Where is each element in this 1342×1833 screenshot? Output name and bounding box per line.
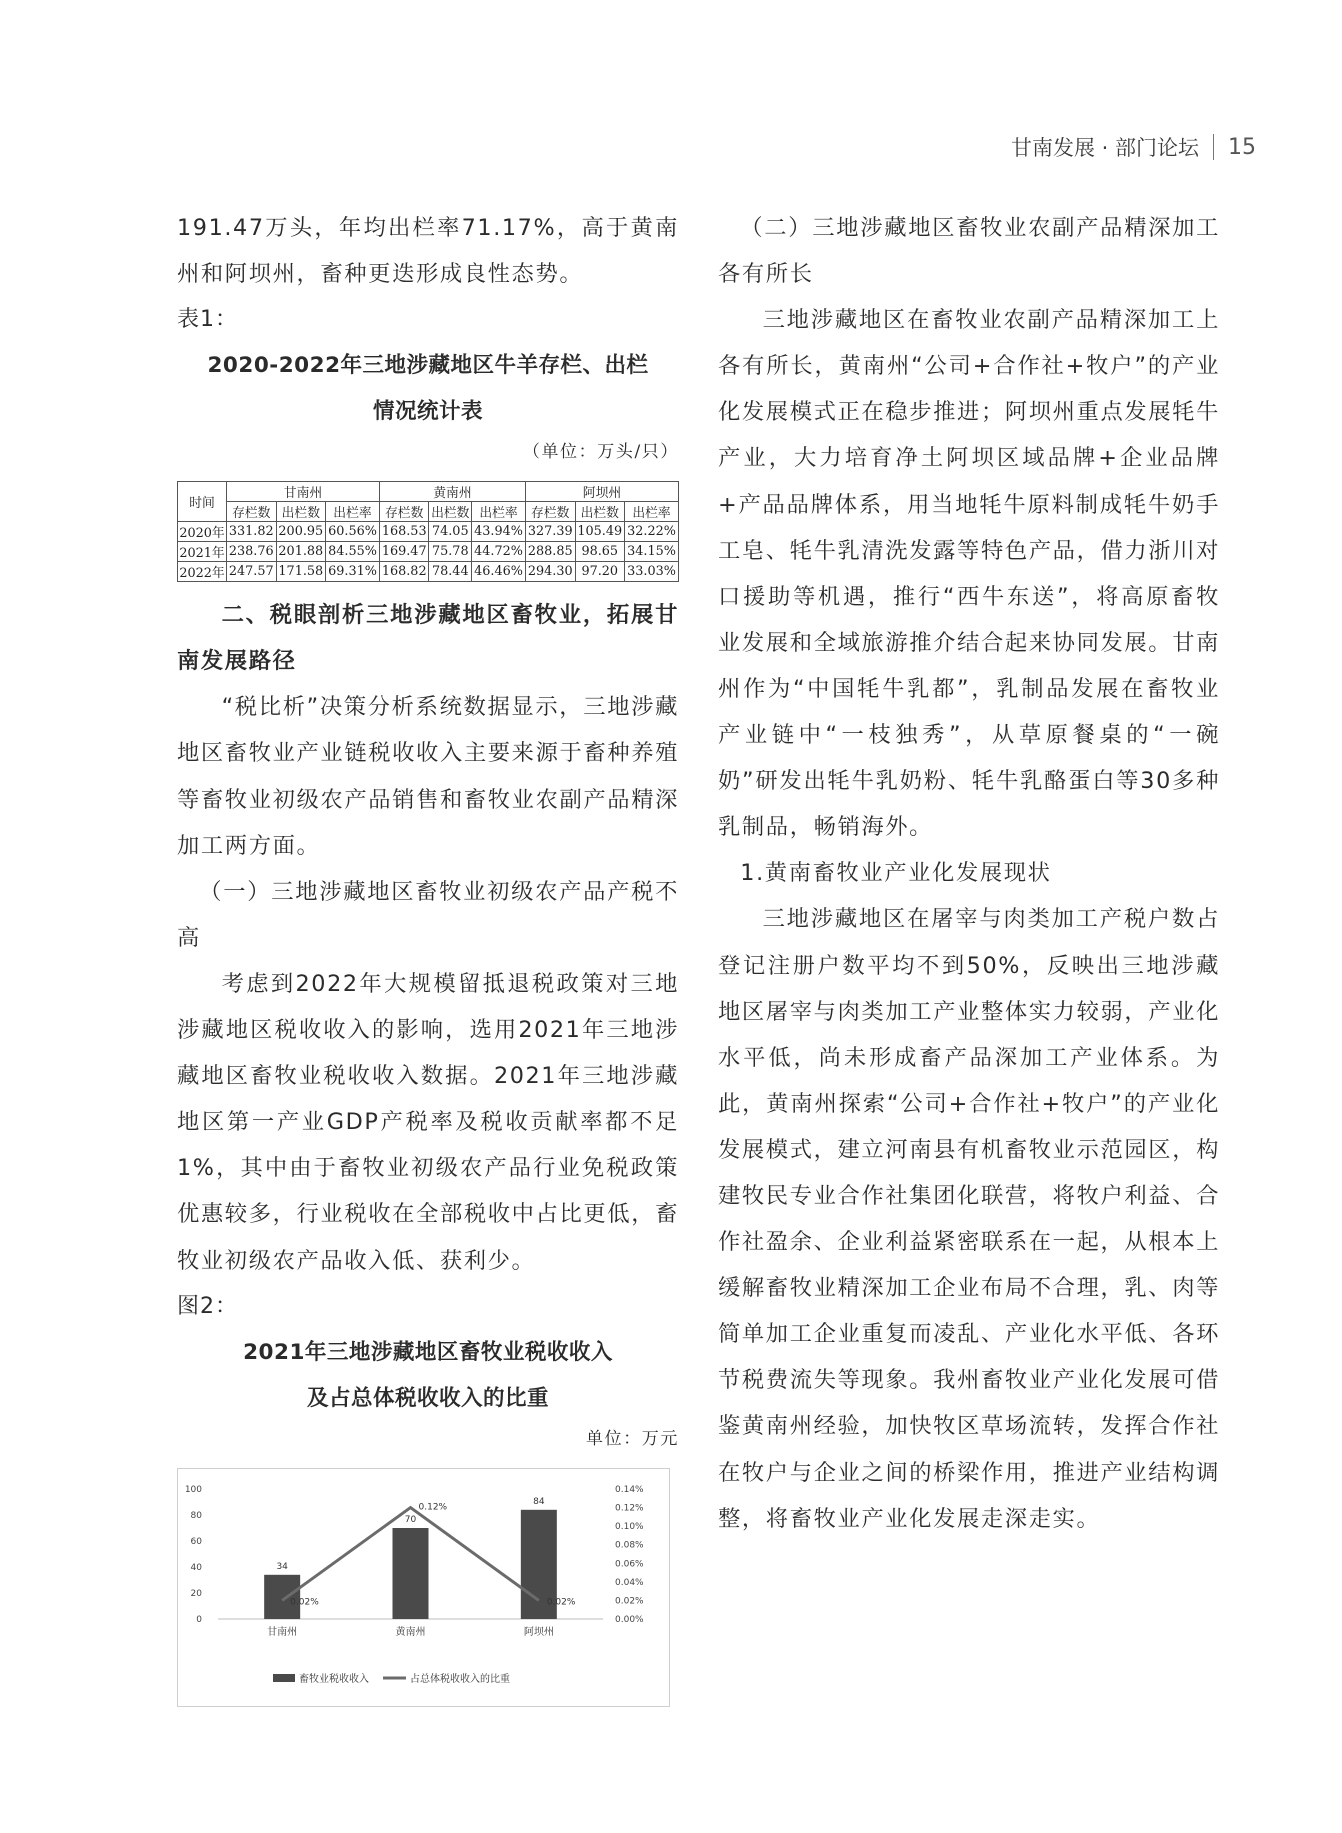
right-axis-tick-label: 0.04%: [615, 1577, 644, 1588]
left-axis-tick-label: 20: [190, 1588, 202, 1599]
figure-title-line-2: 及占总体税收收入的比重: [306, 1385, 549, 1411]
table-cell: 327.39: [525, 522, 575, 542]
table-cell: 43.94%: [472, 522, 526, 542]
right-axis-tick-label: 0.08%: [615, 1540, 644, 1551]
table-header-cell: 甘南州: [227, 482, 380, 502]
paragraph: 考虑到2022年大规模留抵退税政策对三地涉藏地区税收收入的影响，选用2021年三地涉藏地区畜牧业税收收入数据。2021年三地涉藏地区第一产业GDP产税率及税收贡献率都不足1%，其中由于畜牧业初级农产品行业免税政策优惠较多，行业税收在全部税收中占比更低，畜牧业初级农产品收入低、获利少。: [177, 970, 679, 1274]
table-cell: 97.20: [575, 562, 625, 582]
table-header-cell: 出栏率: [326, 502, 380, 522]
line-data-label: 0.02%: [290, 1597, 319, 1608]
journal-section-title: 甘南发展 · 部门论坛: [1010, 136, 1199, 160]
header-divider: [1213, 134, 1214, 160]
table-subheader-row: [178, 502, 679, 522]
x-axis-tick-label: 甘南州: [267, 1626, 298, 1638]
livestock-table: [177, 481, 679, 582]
right-column: [718, 205, 1220, 1542]
legend-bar-label: 畜牧业税收收入: [299, 1673, 369, 1685]
table-header-cell: 出栏率: [625, 502, 679, 522]
table-cell: 60.56%: [326, 522, 380, 542]
table-cell: 294.30: [525, 562, 575, 582]
table-header-cell: 阿坝州: [525, 482, 678, 502]
bar: [393, 1528, 429, 1619]
table-cell: 75.78: [429, 542, 472, 562]
figure-title-line-1: 2021年三地涉藏地区畜牧业税收收入: [243, 1339, 613, 1365]
table-header-cell: 出栏率: [472, 502, 526, 522]
legend-bar-swatch: [273, 1674, 295, 1682]
table-cell: 44.72%: [472, 542, 526, 562]
page-header: [1011, 132, 1256, 162]
paragraph: 三地涉藏地区在畜牧业农副产品精深加工上各有所长，黄南州“公司+合作社+牧户”的产业化发展模式正在稳步推进；阿坝州重点发展牦牛产业，大力培育净土阿坝区域品牌+企业品牌+产品品牌体系，用当地牦牛原料制成牦牛奶手工皂、牦牛乳清洗发露等特色产品，借力浙川对口援助等机遇，推行“西牛东送”，将高原畜牧业发展和全域旅游推介结合起来协同发展。甘南州作为“中国牦牛乳都”，乳制品发展在畜牧业产业链中“一枝独秀”，从草原餐桌的“一碗奶”研发出牦牛乳奶粉、牦牛乳酪蛋白等30多种乳制品，畅销海外。: [718, 307, 1220, 841]
table-cell: 168.82: [379, 562, 429, 582]
table-cell: 169.47: [379, 542, 429, 562]
table-cell: 33.03%: [625, 562, 679, 582]
table-cell: 331.82: [227, 522, 277, 542]
right-axis-tick-label: 0.02%: [615, 1596, 644, 1607]
table-unit: （单位：万头/只）: [522, 442, 679, 463]
table-cell: 2020年: [178, 522, 227, 542]
table-cell: 105.49: [575, 522, 625, 542]
table-cell: 2021年: [178, 542, 227, 562]
right-axis-tick-label: 0.00%: [615, 1614, 644, 1625]
table-header-cell: 出栏数: [276, 502, 326, 522]
table-cell: 78.44: [429, 562, 472, 582]
table-header-cell: 黄南州: [379, 482, 525, 502]
table-cell: 171.58: [276, 562, 326, 582]
table-header-cell: 存栏数: [379, 502, 429, 522]
page-number: 15: [1228, 134, 1256, 160]
table-cell: 32.22%: [625, 522, 679, 542]
table-row: [178, 522, 679, 542]
paragraph: “税比析”决策分析系统数据显示，三地涉藏地区畜牧业产业链税收收入主要来源于畜种养殖等畜牧业初级农产品销售和畜牧业农副产品精深加工两方面。: [177, 694, 679, 859]
paragraph: 191.47万头，年均出栏率71.17%，高于黄南州和阿坝州，畜种更迭形成良性态势。: [177, 215, 679, 288]
x-axis-tick-label: 阿坝州: [523, 1626, 554, 1638]
legend-line-label: 占总体税收收入的比重: [410, 1673, 510, 1685]
right-axis-tick-label: 0.06%: [615, 1558, 644, 1569]
table-cell: 34.15%: [625, 542, 679, 562]
table-row: [178, 542, 679, 562]
right-axis-tick-label: 0.12%: [615, 1503, 644, 1514]
chart-svg: [178, 1469, 669, 1706]
table-header-cell: 时间: [178, 482, 227, 522]
subsection-heading: 1.黄南畜牧业产业化发展现状: [740, 860, 1052, 887]
left-axis-tick-label: 80: [190, 1510, 202, 1521]
paragraph: 三地涉藏地区在屠宰与肉类加工产税户数占登记注册户数平均不到50%，反映出三地涉藏地区屠宰与肉类加工产业整体实力较弱，产业化水平低，尚未形成畜产品深加工产业体系。为此，黄南州探索“公司+合作社+牧户”的产业化发展模式，建立河南县有机畜牧业示范园区，构建牧民专业合作社集团化联营，将牧户利益、合作社盈余、企业利益紧密联系在一起，从根本上缓解畜牧业精深加工企业布局不合理，乳、肉等简单加工企业重复而凌乱、产业化水平低、各环节税费流失等现象。我州畜牧业产业化发展可借鉴黄南州经验，加快牧区草场流转，发挥合作社在牧户与企业之间的桥梁作用，推进产业结构调整，将畜牧业产业化发展走深走实。: [718, 906, 1220, 1532]
table-header-cell: 存栏数: [227, 502, 277, 522]
figure-caption: 图2：: [177, 1293, 238, 1319]
bar-data-label: 34: [276, 1561, 288, 1572]
section-heading: 二、税眼剖析三地涉藏地区畜牧业，拓展甘南发展路径: [177, 602, 679, 675]
x-axis-tick-label: 黄南州: [395, 1626, 426, 1638]
table-cell: 200.95: [276, 522, 326, 542]
subsection-heading: （二）三地涉藏地区畜牧业农副产品精深加工各有所长: [718, 215, 1220, 288]
left-axis-tick-label: 0: [196, 1614, 202, 1625]
tax-revenue-chart: [177, 1468, 670, 1707]
table-caption: 表1：: [177, 307, 238, 333]
table-title-line-1: 2020-2022年三地涉藏地区牛羊存栏、出栏: [207, 353, 649, 379]
table-cell: 84.55%: [326, 542, 380, 562]
table-title-line-2: 情况统计表: [372, 399, 483, 425]
left-axis-tick-label: 60: [190, 1536, 202, 1547]
bar-data-label: 84: [533, 1496, 545, 1507]
subsection-heading: （一）三地涉藏地区畜牧业初级农产品产税不高: [177, 878, 679, 951]
left-axis-tick-label: 40: [190, 1562, 202, 1573]
table-header-cell: 出栏数: [575, 502, 625, 522]
line-data-label: 0.12%: [418, 1502, 448, 1513]
table-cell: 74.05: [429, 522, 472, 542]
right-axis-tick-label: 0.10%: [615, 1521, 644, 1532]
table-header-cell: 出栏数: [429, 502, 472, 522]
right-axis-tick-label: 0.14%: [615, 1484, 644, 1495]
table-cell: 247.57: [227, 562, 277, 582]
table-row: [178, 562, 679, 582]
table-cell: 288.85: [525, 542, 575, 562]
left-axis-tick-label: 100: [184, 1484, 202, 1495]
table-cell: 2022年: [178, 562, 227, 582]
left-column: [177, 205, 679, 1707]
line-data-label: 0.02%: [546, 1597, 576, 1608]
figure-unit: 单位：万元: [586, 1428, 679, 1449]
table-header-row: [178, 482, 679, 502]
table-cell: 98.65: [575, 542, 625, 562]
bar-data-label: 70: [404, 1514, 417, 1525]
table-cell: 201.88: [276, 542, 326, 562]
table-cell: 168.53: [379, 522, 429, 542]
table-cell: 69.31%: [326, 562, 380, 582]
table-header-cell: 存栏数: [525, 502, 575, 522]
table-cell: 238.76: [227, 542, 277, 562]
table-cell: 46.46%: [472, 562, 526, 582]
